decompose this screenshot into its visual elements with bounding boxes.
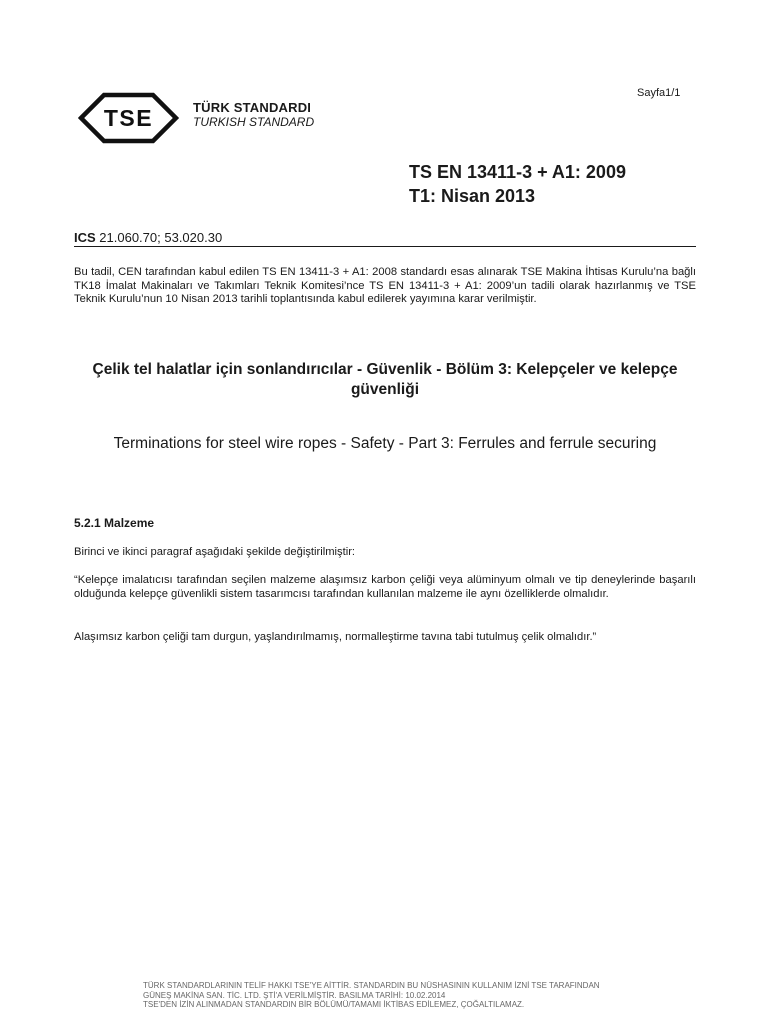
copyright-footer <box>143 981 600 1010</box>
org-name-tr: TÜRK STANDARDI <box>193 100 312 115</box>
footer-line: GÜNEŞ MAKİNA SAN. TİC. LTD. ŞTİ'A VERİLMİŞTİR. BASILMA TARİHİ: 10.02.2014 <box>143 990 446 1000</box>
title-english: Terminations for steel wire ropes - Safety - Part 3: Ferrules and ferrule securing <box>113 435 657 452</box>
logo-text: TSE <box>103 105 154 131</box>
ics-codes: 21.060.70; 53.020.30 <box>99 230 223 245</box>
footer-line: TÜRK STANDARDLARININ TELİF HAKKI TSE'YE AİTTİR. STANDARDIN BU NÜSHASININ KULLANIM İZNİ TSE TARAFINDAN <box>143 981 600 990</box>
ics-label: ICS <box>74 230 96 245</box>
standard-header <box>409 160 626 208</box>
org-name-en: TURKISH STANDARD <box>193 115 315 129</box>
body-paragraph: Alaşımsız karbon çeliği tam durgun, yaşlandırılmamış, normalleştirme tavına tabi tutulmuş çelik olmalıdır.” <box>74 631 597 643</box>
intro-paragraph: Bu tadil, CEN tarafından kabul edilen TS EN 13411-3 + A1: 2008 standardı esas alınarak TSE Makina İhtisas Kurulu’na bağlı TK18 İmalat Makinaları ve Takımları Teknik Komitesi’nce TS EN 13411-3 + A1: 2009’un tadili olarak hazırlanmış ve TSE Teknik Kurulu’nun 10 Nisan 2013 tarihli toplantısında kabul edilerek yayımına karar verilmiştir. <box>74 266 696 305</box>
page-number: Sayfa1/1 <box>637 87 681 99</box>
title-turkish: Çelik tel halatlar için sonlandırıcılar - Güvenlik - Bölüm 3: Kelepçeler ve kelepçe güvenliği <box>92 361 678 398</box>
ics-line <box>74 230 696 247</box>
tse-logo <box>78 92 179 144</box>
footer-line: TSE'DEN İZİN ALINMADAN STANDARDIN BİR BÖLÜMÜ/TAMAMI İKTİBAS EDİLEMEZ, ÇOĞALTILAMAZ. <box>143 1000 525 1009</box>
body-paragraph: Birinci ve ikinci paragraf aşağıdaki şekilde değiştirilmiştir: <box>74 546 356 558</box>
organization-name <box>193 100 314 129</box>
standard-code: TS EN 13411-3 + A1: 2009 <box>409 162 626 182</box>
standard-amendment: T1: Nisan 2013 <box>409 186 536 206</box>
body-paragraph: “Kelepçe imalatıcısı tarafından seçilen malzeme alaşımsız karbon çeliği veya alüminyum olmalı ve tip deneylerinde başarılı olduğunda kelepçe güvenlikli sistem tasarımcısı tarafından kullanılan malzeme ile aynı özelliklerde olmalıdır. <box>74 574 696 600</box>
section-heading: 5.2.1 Malzeme <box>74 516 155 530</box>
